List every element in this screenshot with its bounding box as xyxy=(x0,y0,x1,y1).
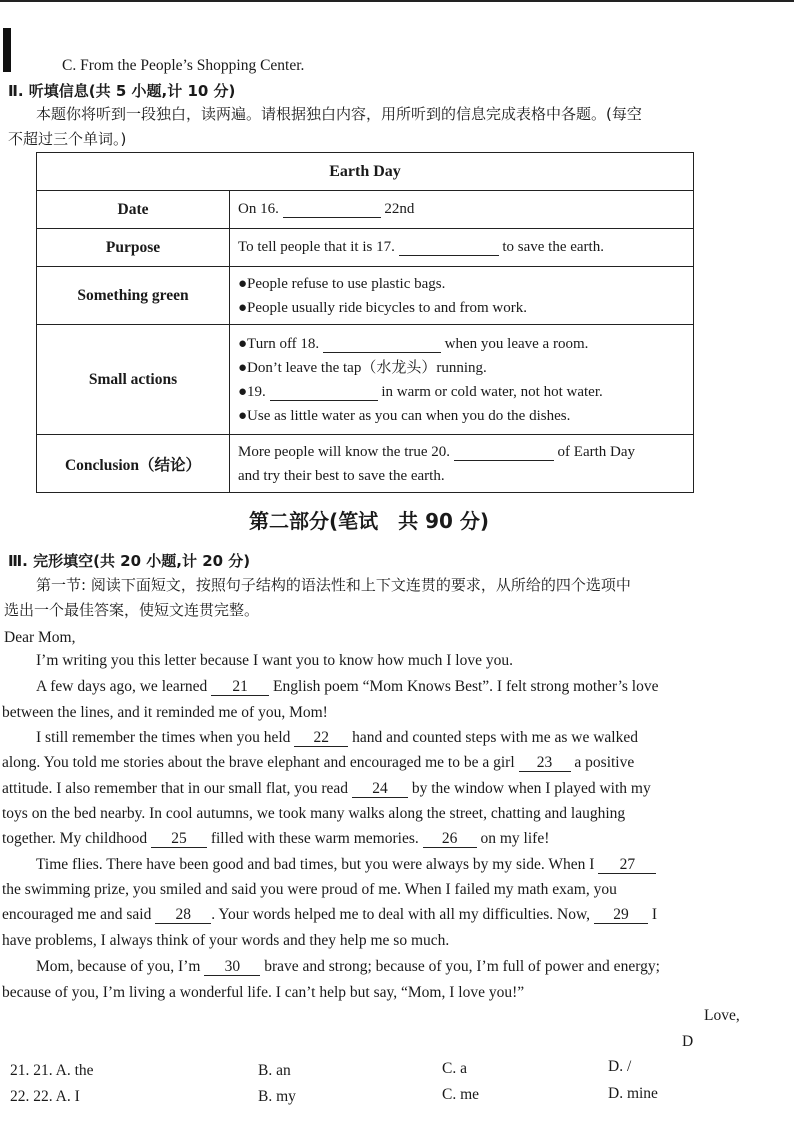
row-content-small-actions: ●Turn off 18. when you leave a room. ●Don’t leave the tap（水龙头）running. ●19. in warm or cold water, not hot water. ●Use as little water as you can when you do the dishes. xyxy=(230,325,694,435)
option-22-c[interactable]: C. me xyxy=(442,1086,480,1103)
letter-line-p4d: have problems, I always think of your words and they help me so much. xyxy=(2,932,450,949)
row-content-something-green: ●People refuse to use plastic bags. ●People usually ride bicycles to and from work. xyxy=(230,267,694,325)
letter-signature: D xyxy=(682,1033,694,1050)
margin-mark xyxy=(3,28,11,72)
option-21-c[interactable]: C. a xyxy=(442,1060,467,1077)
table-row-date xyxy=(37,191,694,229)
option-22-number-a[interactable]: 22. 22. A. I xyxy=(10,1088,80,1105)
row-label-date: Date xyxy=(37,191,230,229)
answer-blank-16[interactable] xyxy=(283,201,381,218)
option-21-number-a[interactable]: 21. 21. A. the xyxy=(10,1062,94,1079)
cloze-blank-25[interactable]: 25 xyxy=(151,831,207,848)
letter-line-p3c: attitude. I also remember that in our small flat, you read 24 by the window when I played with my xyxy=(2,780,651,797)
row-label-purpose: Purpose xyxy=(37,229,230,267)
answer-blank-20[interactable] xyxy=(454,444,554,461)
letter-line-p3d: toys on the bed nearby. In cool autumns, we took many walks along the street, chatting and laughing xyxy=(2,805,626,822)
letter-line-p4b: the swimming prize, you smiled and said you were proud of me. When I failed my math exam, you xyxy=(2,881,617,898)
cloze-blank-24[interactable]: 24 xyxy=(352,781,408,798)
letter-line-p2a: A few days ago, we learned 21 English poem “Mom Knows Best”. I felt strong mother’s love xyxy=(36,678,659,695)
option-22-b[interactable]: B. my xyxy=(258,1088,296,1105)
section2-heading: Ⅱ. 听填信息(共 5 小题,计 10 分) xyxy=(8,82,236,100)
option-21-b[interactable]: B. an xyxy=(258,1062,291,1079)
table-row-something-green xyxy=(37,267,694,325)
letter-closing: Love, xyxy=(704,1007,740,1024)
cloze-blank-22[interactable]: 22 xyxy=(294,730,348,747)
cloze-blank-30[interactable]: 30 xyxy=(204,959,260,976)
section3-instruction-line2: 选出一个最佳答案，使短文连贯完整。 xyxy=(4,601,260,619)
row-label-small-actions: Small actions xyxy=(37,325,230,435)
letter-greeting: Dear Mom, xyxy=(4,629,76,646)
cloze-blank-28[interactable]: 28 xyxy=(155,907,211,924)
cloze-blank-21[interactable]: 21 xyxy=(211,679,269,696)
section3-instruction-line1: 第一节: 阅读下面短文，按照句子结构的语法性和上下文连贯的要求，从所给的四个选项中 xyxy=(36,576,631,594)
table-row-small-actions xyxy=(37,325,694,435)
answer-blank-17[interactable] xyxy=(399,239,499,256)
previous-option-c: C. From the People’s Shopping Center. xyxy=(62,57,305,74)
table-row-purpose xyxy=(37,229,694,267)
option-22-d[interactable]: D. mine xyxy=(608,1085,658,1102)
top-border-line xyxy=(0,0,794,2)
row-label-something-green: Something green xyxy=(37,267,230,325)
option-21-d[interactable]: D. / xyxy=(608,1058,632,1075)
letter-line-p4c: encouraged me and said 28 . Your words helped me to deal with all my difficulties. Now, 29 I xyxy=(2,906,657,923)
row-label-conclusion: Conclusion（结论） xyxy=(37,435,230,493)
letter-line-p5b: because of you, I’m living a wonderful life. I can’t help but say, “Mom, I love you!” xyxy=(2,984,525,1001)
cloze-blank-26[interactable]: 26 xyxy=(423,831,477,848)
section3-heading: Ⅲ. 完形填空(共 20 小题,计 20 分) xyxy=(8,552,251,570)
table-row-conclusion xyxy=(37,435,694,493)
answer-blank-18[interactable] xyxy=(323,336,441,353)
row-content-date: On 16. 22nd xyxy=(230,191,694,229)
row-content-conclusion: More people will know the true 20. of Earth Day and try their best to save the earth. xyxy=(230,435,694,493)
row-content-purpose: To tell people that it is 17. to save the earth. xyxy=(230,229,694,267)
letter-line-p4a: Time flies. There have been good and bad times, but you were always by my side. When I 27 xyxy=(36,855,656,875)
cloze-blank-27[interactable]: 27 xyxy=(598,857,656,874)
letter-paragraph-1: I’m writing you this letter because I want you to know how much I love you. xyxy=(36,652,513,669)
letter-line-p3a: I still remember the times when you held 22 hand and counted steps with me as we walked xyxy=(36,729,638,746)
part-two-title: 第二部分(笔试 共 90 分) xyxy=(248,509,490,533)
section2-instruction-line2: 不超过三个单词。) xyxy=(8,130,127,148)
cloze-blank-29[interactable]: 29 xyxy=(594,907,648,924)
answer-blank-19[interactable] xyxy=(270,384,378,401)
letter-line-p3e: together. My childhood 25 filled with these warm memories. 26 on my life! xyxy=(2,830,550,847)
table-title: Earth Day xyxy=(37,153,694,191)
earth-day-table xyxy=(36,152,694,493)
letter-line-p2b: between the lines, and it reminded me of you, Mom! xyxy=(2,704,328,721)
letter-line-p3b: along. You told me stories about the brave elephant and encouraged me to be a girl 23 a positive xyxy=(2,754,635,771)
section2-instruction-line1: 本题你将听到一段独白，读两遍。请根据独白内容，用所听到的信息完成表格中各题。(每空 xyxy=(36,105,642,123)
letter-line-p5a: Mom, because of you, I’m 30 brave and strong; because of you, I’m full of power and energy; xyxy=(36,958,660,975)
cloze-blank-23[interactable]: 23 xyxy=(519,755,571,772)
